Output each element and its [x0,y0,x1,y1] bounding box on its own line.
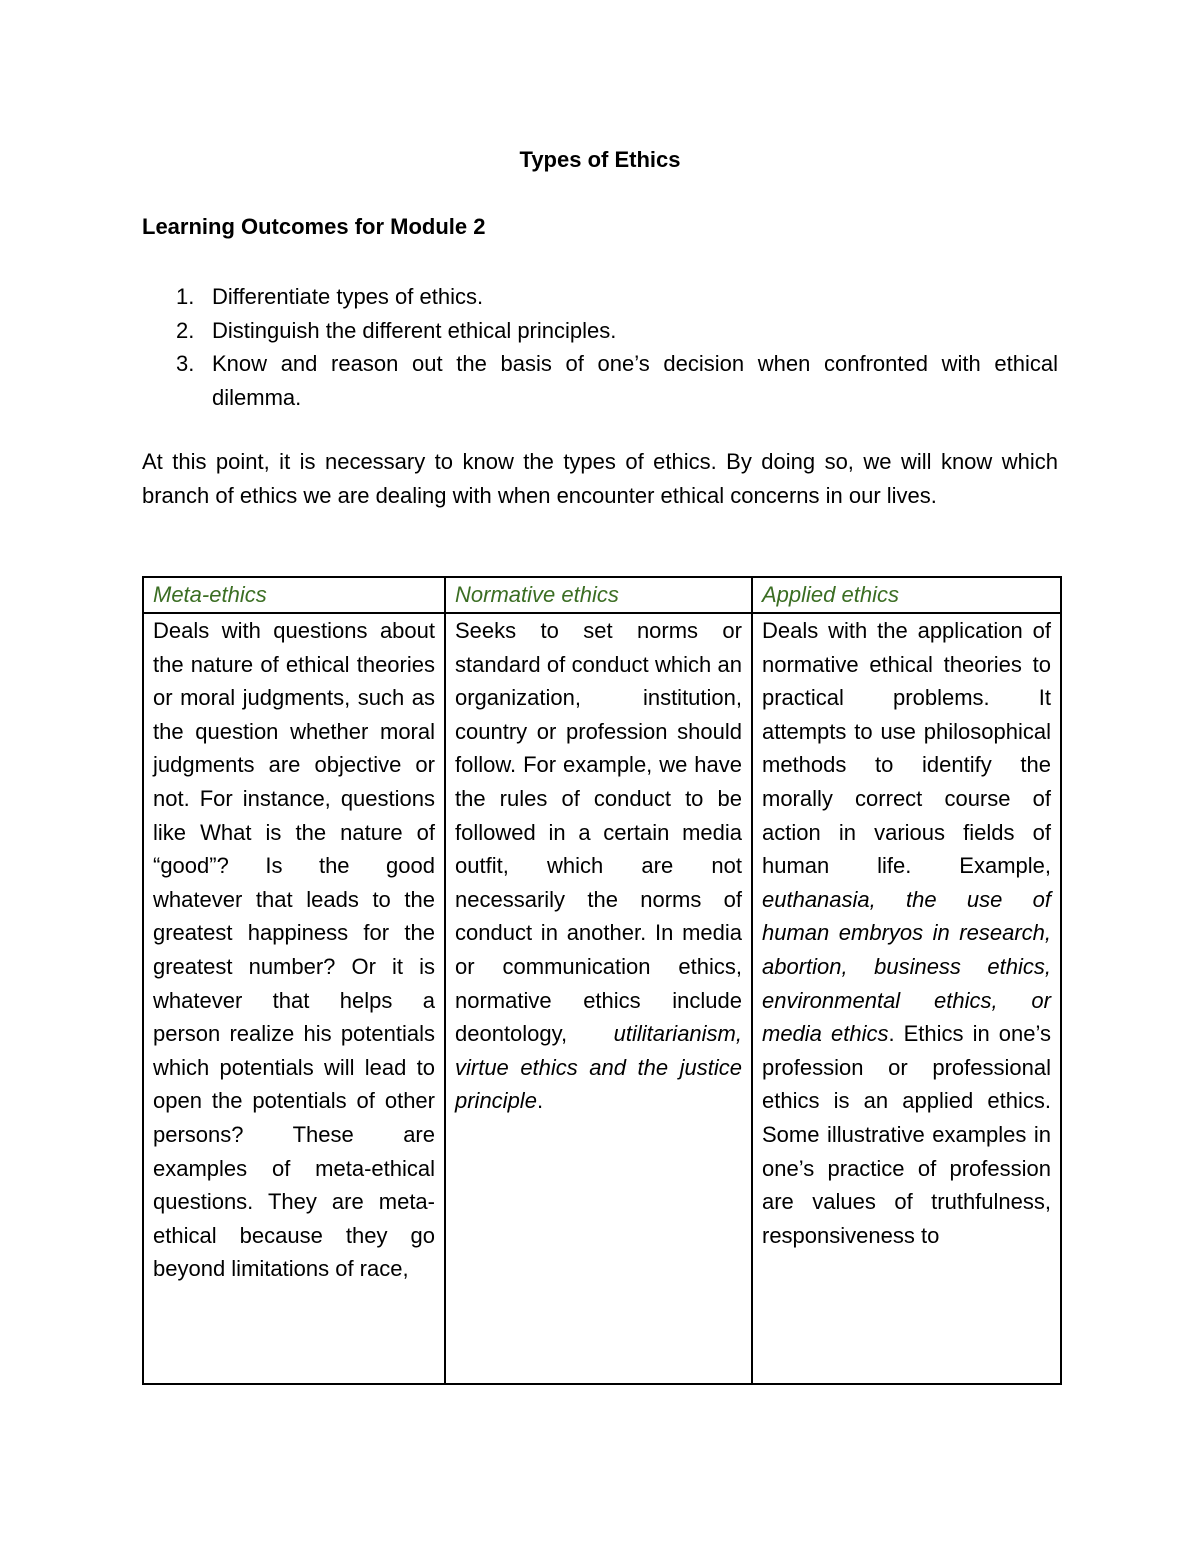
ethics-types-table [142,576,1062,1385]
list-number: 1. [176,284,195,309]
list-number: 2. [176,317,195,343]
list-item [142,314,1058,348]
page-title: Types of Ethics [519,147,681,172]
header-meta-ethics: Meta-ethics [143,577,445,613]
meta-ethics-text: Deals with questions about the nature of ethical theories or moral judgments, such as the question whether moral judgments are objective or not. For instance, questions like What is the nature of “good”? Is the good whatever that leads to the greatest happiness for the greatest number? Or it is whatever that helps a person realize his potentials which potentials will lead to open the potentials of other persons? These are examples of meta-ethical questions. They are meta-ethical because they go beyond limitations of race, [153,618,435,1282]
normative-ethics-end: . [536,1088,544,1114]
list-number: 3. [176,351,195,376]
list-item [142,280,1058,314]
list-item-text: Distinguish the different ethical principles. [212,317,617,343]
cell-normative-ethics [445,613,752,1384]
header-normative-ethics: Normative ethics [445,577,752,613]
applied-ethics-italic: euthanasia, the use of human embryos in research, abortion, business ethics, environmental ethics, or media ethics [762,886,1051,1047]
table-header-row [143,577,1061,613]
cell-meta-ethics [143,613,445,1384]
cell-applied-ethics [752,613,1061,1384]
list-item-text: Know and reason out the basis of one’s decision when confronted with ethical dilemma. [212,351,1058,410]
learning-outcomes-list [142,280,1058,414]
list-item-text: Differentiate types of ethics. [212,284,484,309]
normative-ethics-italic: utilitarianism, virtue ethics and the justice principle [455,1021,742,1114]
applied-ethics-text: Deals with the application of normative ethical theories to practical problems. It attempts to use philosophical methods to identify the morally correct course of action in various fields of human life. Example, [762,618,1051,879]
list-item [142,347,1058,414]
section-heading: Learning Outcomes for Module 2 [142,214,486,239]
intro-paragraph: At this point, it is necessary to know the types of ethics. By doing so, we will know which branch of ethics we are dealing with when encounter ethical concerns in our lives. [142,449,1058,508]
applied-ethics-end: . Ethics in one’s profession or professional ethics is an applied ethics. Some illustrative examples in one’s practice of profession are values of truthfulness, responsiveness to [762,1021,1051,1248]
header-applied-ethics: Applied ethics [752,577,1061,613]
table-row [143,613,1061,1384]
normative-ethics-text: Seeks to set norms or standard of conduct which an organization, institution, country or profession should follow. For example, we have the rules of conduct to be followed in a certain media outfit, which are not necessarily the norms of conduct in another. In media or communication ethics, normative ethics include deontology, [455,618,742,1047]
